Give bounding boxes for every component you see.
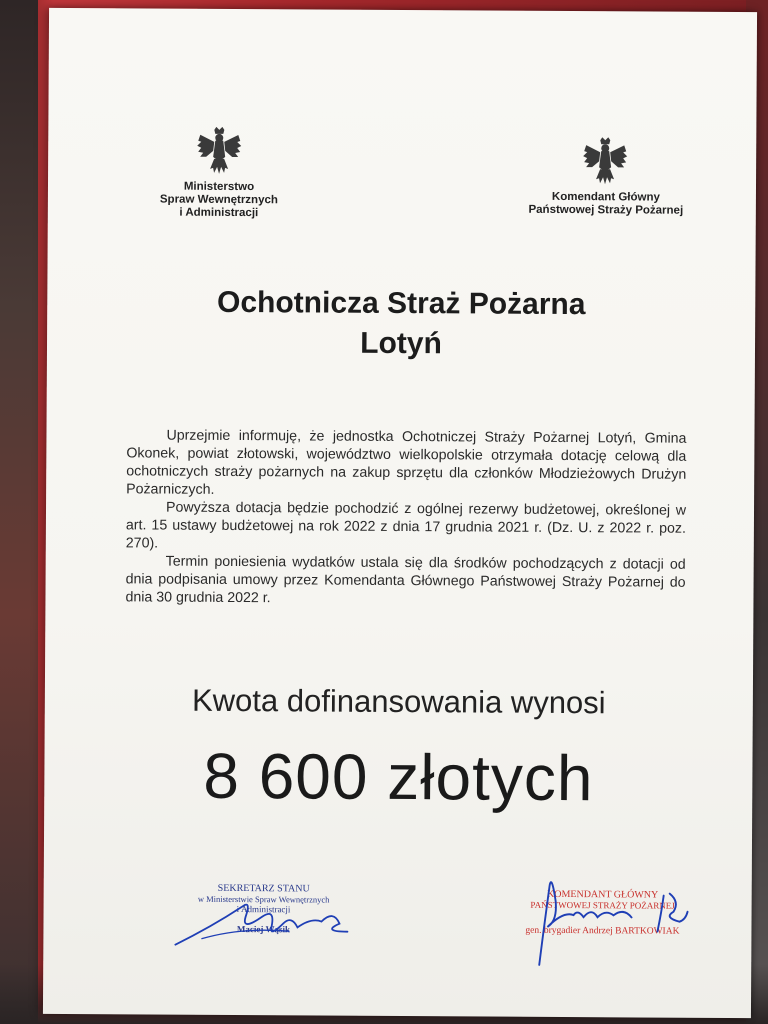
body-paragraph: Termin poniesienia wydatków ustala się dla środków pochodzących z dotacji od dnia podpisania umowy przez Komendanta Głównego Państwowej Straży Pożarnej do dnia 30 grudnia 2022 r. bbox=[125, 553, 686, 607]
right-institution-name bbox=[518, 191, 694, 218]
body-paragraph: Uprzejmie informuję, że jednostka Ochotniczej Straży Pożarnej Lotyń, Gmina Okonek, powiat złotowski, województwo wielkopolskie otrzymała dotację celową dla ochotniczych straży pożarnych na zakup sprzętu dla członków Młodzieżowych Drużyn Pożarniczych. bbox=[126, 427, 687, 498]
stamp-line: SEKRETARZ STANU bbox=[217, 882, 310, 895]
stamp-line: gen. brygadier Andrzej BARTKOWIAK bbox=[525, 925, 680, 937]
title-line: Lotyń bbox=[360, 326, 442, 361]
document-title bbox=[47, 284, 755, 364]
body-paragraph: Powyższa dotacja będzie pochodzić z ogólnej rezerwy budżetowej, określonej w art. 15 ustawy budżetowej na rok 2022 z dnia 17 grudnia 2021 r. (Dz. U. z 2022 r. poz. 270). bbox=[125, 499, 687, 552]
amount-label: Kwota dofinansowania wynosi bbox=[191, 682, 606, 721]
right-institution-line: Komendant Główny bbox=[551, 190, 660, 204]
title-line: Ochotnicza Straż Pożarna bbox=[216, 285, 586, 322]
left-institution-name bbox=[148, 180, 290, 220]
left-background-shadow bbox=[0, 0, 38, 1024]
stamp-line: KOMENDANT GŁÓWNY bbox=[547, 888, 659, 901]
amount-value: 8 600 złotych bbox=[203, 739, 594, 815]
polish-eagle-icon bbox=[582, 137, 628, 187]
right-signature bbox=[513, 871, 714, 977]
stamp-line: Maciej Wąsik bbox=[236, 924, 291, 935]
document-body bbox=[125, 426, 686, 609]
right-institution-line: Państwowej Straży Pożarnej bbox=[528, 203, 684, 217]
left-signature bbox=[171, 887, 361, 955]
stamp-line: i Administracji bbox=[236, 904, 291, 915]
stamp-line: w Ministerstwie Spraw Wewnętrznych bbox=[197, 893, 330, 905]
certificate-paper bbox=[43, 8, 757, 1018]
polish-eagle-icon bbox=[196, 127, 242, 177]
stamp-line: PAŃSTWOWEJ STRAŻY POŻARNEJ bbox=[530, 899, 675, 911]
left-institution-line: Ministerstwo bbox=[183, 180, 255, 194]
left-institution-line: Spraw Wewnętrznych bbox=[159, 193, 278, 207]
left-institution-line: i Administracji bbox=[179, 206, 259, 220]
